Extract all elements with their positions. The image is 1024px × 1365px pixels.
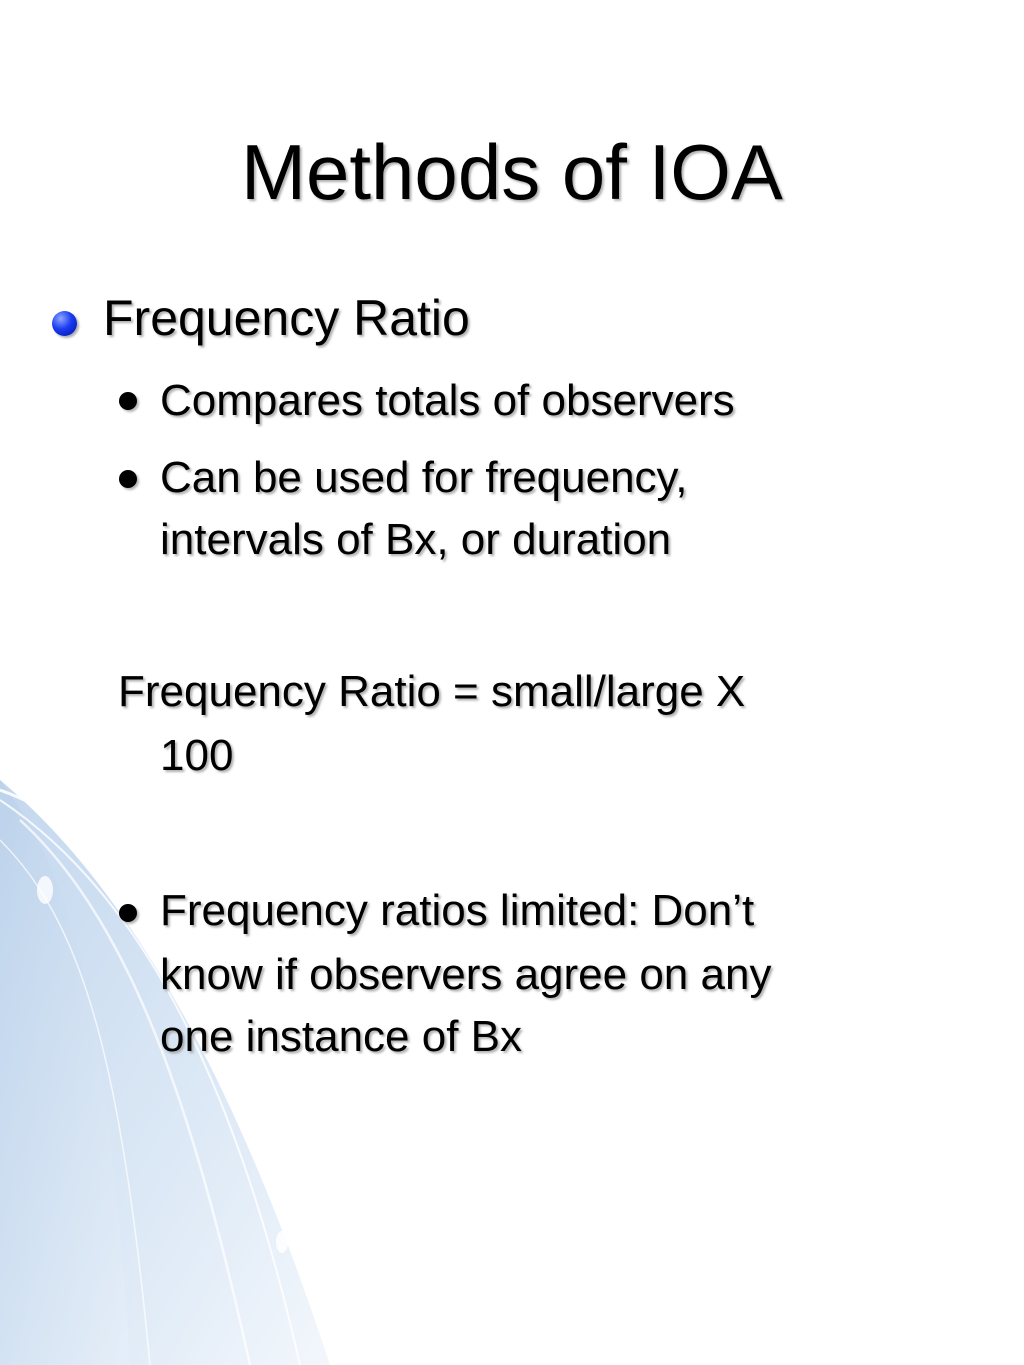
black-circle-bullet-icon <box>119 470 137 488</box>
slide-title: Methods of IOA <box>241 128 783 216</box>
sub-bullet-limitation-line-2: know if observers agree on any <box>160 950 772 999</box>
bullet-frequency-ratio: Frequency Ratio <box>103 290 470 346</box>
black-circle-bullet-icon <box>119 904 137 922</box>
sub-bullet-usage-line-1: Can be used for frequency, <box>160 453 688 502</box>
sub-bullet-limitation-line-3: one instance of Bx <box>160 1012 523 1061</box>
sub-bullet-compares-totals: Compares totals of observers <box>160 376 735 425</box>
sub-bullet-usage-line-2: intervals of Bx, or duration <box>160 515 672 564</box>
sub-bullet-limitation-line-1: Frequency ratios limited: Don’t <box>160 886 755 935</box>
formula-line-2: 100 <box>160 731 234 780</box>
black-circle-bullet-icon <box>119 392 137 410</box>
blue-circle-bullet-icon <box>52 311 77 336</box>
formula-line-1: Frequency Ratio = small/large X <box>118 667 746 716</box>
